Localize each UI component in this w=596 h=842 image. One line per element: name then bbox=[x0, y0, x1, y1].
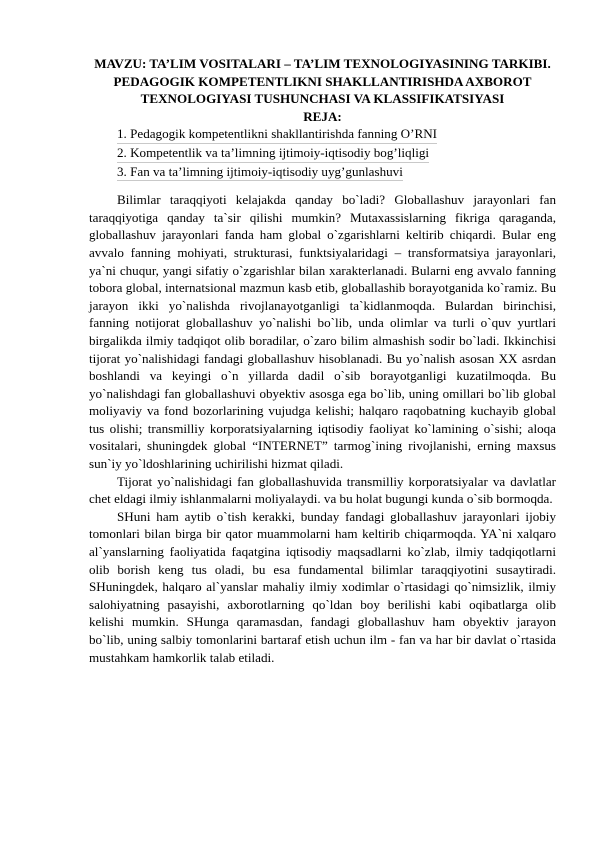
document-body bbox=[89, 191, 556, 666]
plan-item-2: 2. Kompetentlik va ta’limning ijtimoiy-iqtisodiy bog’liqligi bbox=[117, 144, 429, 163]
plan-item-3: 3. Fan va ta’limning ijtimoiy-iqtisodiy uyg’gunlashuvi bbox=[117, 163, 403, 182]
plan-heading: REJA: bbox=[303, 108, 342, 124]
plan-list-item bbox=[117, 125, 556, 144]
plan-item-1: 1. Pedagogik kompetentlikni shakllantirishda fanning O’RNI bbox=[117, 125, 437, 144]
plan-list-item bbox=[117, 163, 556, 182]
plan-list-item bbox=[117, 144, 556, 163]
body-paragraph-2: Tijorat yo`nalishidagi fan globallashuvida transmilliy korporatsiyalar va davlatlar chet eldagi ilmiy ishlanmalarni moliyalaydi. va bu holat bugungi kunda o`sib bormoqda. bbox=[89, 473, 556, 507]
body-paragraph-3: SHuni ham aytib o`tish kerakki, bunday fandagi globallashuv jarayonlari ijobiy tomonlari bilan birga bir qator muammolarni ham keltirib chiqarmoqda. YA`ni xalqaro al`yanslarning faoliyatida faqatgina iqtisodiy maqsadlarni ko`zlab, ilmiy tadqiqotlarni olib borish keng tus oladi, bu esa fundamental bilimlar taraqqiyotini susaytiradi. SHuningdek, halqaro al`yanslar mahaliy ilmiy xodimlar o`rtasidagi qo`nimsizlik, ilmiy salohiyatning pasayishi, axborotlarning qo`ldan boy berilishi kabi oqibatlarga olib kelishi mumkin. SHunga qaramasdan, fandagi globallashuv ham obyektiv jarayon bo`lib, uning salbiy tomonlarini bartaraf etish uchun ilm - fan va har bir davlat o`rtasida mustahkam hamkorlik talab etiladi. bbox=[89, 508, 556, 665]
document-title: MAVZU: TA’LIM VOSITALARI – TA’LIM TEXNOLOGIYASINING TARKIBI. PEDAGOGIK KOMPETENTLIKNI SHAKLLANTIRISHDA AXBOROT TEXNOLOGIYASI TUSHUNCHASI VA KLASSIFIKATSIYASI bbox=[94, 56, 551, 107]
document-page bbox=[89, 55, 556, 666]
body-paragraph-1: Bilimlar taraqqiyoti kelajakda qanday bo`ladi? Globallashuv jarayonlari fan taraqqiyotiga qanday ta`sir qilishi mumkin? Mutaxassislarning fikriga qaraganda, globallashuv jarayonlari fanda ham global o`zgarishlarni keltirib chiqardi. Bular eng avvalo fanning mohiyati, strukturasi, funktsiyalaridagi – transformatsiya jarayonlari, ya`ni chuqur, yangi sifatiy o`zgarishlar bilan xarakterlanadi. Bularni eng avvalo fanning tobora global, internatsional mazmun kasb etib, globallashib borayotganida ko`ramiz. Bu jarayon ikki yo`nalishda rivojlanayotganligi ta`kidlanmoqda. Bulardan birinchisi, fanning notijorat globallashuv yo`nalishi bo`lib, unda olimlar va turli o`quv yurtlari birgalikda ilmiy tadqiqot olib boradilar, o`zaro bilim almashish sodir bo`ladi. Ikkinchisi tijorat yo`nalishidagi fandagi globallashuv hisoblanadi. Bu yo`nalish asosan XX asrdan boshlandi va keyingi o`n yillarda dadil o`sib borayotganligi kuzatilmoqda. Bu yo`nalishdagi fan globallashuvi obyektiv asosga ega bo`lib, uning omillari bo`lib global moliyaviy va fond bozorlarining vujudga kelishi; halqaro raqobatning kuchayib global tus olishi; transmilliy korporatsiyalarning iqtisodiy faoliyat ko`lamining o`sishi; aloqa vositalari, shuningdek global “INTERNET” tarmog`ining rivojlanishi, erning maxsus sun`iy yo`ldoshlarining uchirilishi hizmat qiladi. bbox=[89, 192, 556, 472]
plan-list bbox=[117, 125, 556, 181]
